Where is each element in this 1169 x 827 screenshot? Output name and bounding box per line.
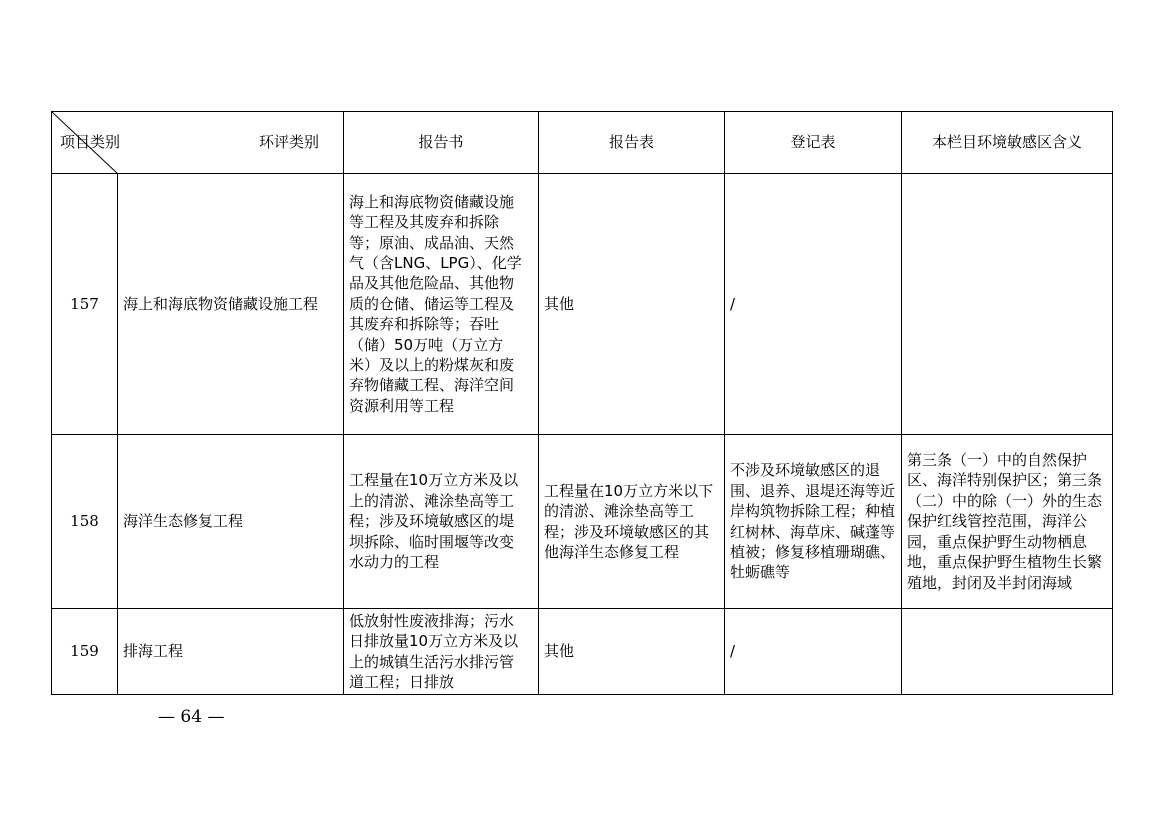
row-number: 159: [52, 609, 118, 695]
page-number: — 64 —: [158, 707, 225, 727]
report-form-cell: 其他: [539, 174, 725, 435]
project-name: 海洋生态修复工程: [118, 435, 344, 609]
report-book-text: 工程量在10万立方米及以上的清淤、滩涂垫高等工程；涉及环境敏感区的堤坝拆除、临时围堰等改变水动力的工程: [349, 471, 519, 572]
diagonal-header-cell: [52, 112, 344, 174]
eia-classification-table: [51, 111, 1113, 695]
registration-form-cell: /: [725, 174, 902, 435]
row-number: 158: [52, 435, 118, 609]
project-name: 海上和海底物资储藏设施工程: [118, 174, 344, 435]
sensitive-area-cell: [902, 609, 1113, 695]
report-book-header: 报告书: [344, 112, 539, 174]
registration-form-cell: /: [725, 609, 902, 695]
report-book-text: 低放射性废液排海；污水日排放量10万立方米及以上的城镇生活污水排污管道工程；日排放: [349, 611, 519, 691]
registration-form-header: 登记表: [725, 112, 902, 174]
report-book-cell: [344, 435, 539, 609]
report-book-cell: [344, 174, 539, 435]
eia-category-header: 环评类别: [259, 133, 320, 151]
sensitive-area-cell: 第三条（一）中的自然保护区、海洋特别保护区；第三条（二）中的除（一）外的生态保护红线管控范围，海洋公园，重点保护野生动物栖息地，重点保护野生植物生长繁殖地，封闭及半封闭海域: [902, 435, 1113, 609]
header-row: [52, 112, 1113, 174]
project-name: 排海工程: [118, 609, 344, 695]
table-row: [52, 609, 1113, 695]
table-row: [52, 435, 1113, 609]
report-form-cell: 其他: [539, 609, 725, 695]
report-book-text: 海上和海底物资储藏设施等工程及其废弃和拆除等；原油、成品油、天然气（含LNG、LPG）、化学品及其他危险品、其他物质的仓储、储运等工程及其废弃和拆除等；吞吐（储）50万吨（万立方米）及以上的粉煤灰和废弃物储藏工程、海洋空间资源利用等工程: [349, 192, 522, 415]
sensitive-area-header: 本栏目环境敏感区含义: [902, 112, 1113, 174]
report-book-cell: [344, 609, 539, 695]
report-form-cell: 工程量在10万立方米以下的清淤、滩涂垫高等工程；涉及环境敏感区的其他海洋生态修复工程: [539, 435, 725, 609]
sensitive-area-cell: [902, 174, 1113, 435]
report-form-header: 报告表: [539, 112, 725, 174]
table-row: [52, 174, 1113, 435]
project-category-header: 项目类别: [60, 133, 121, 151]
registration-form-cell: 不涉及环境敏感区的退围、退养、退堤还海等近岸构筑物拆除工程；种植红树林、海草床、碱蓬等植被；修复移植珊瑚礁、牡蛎礁等: [725, 435, 902, 609]
row-number: 157: [52, 174, 118, 435]
